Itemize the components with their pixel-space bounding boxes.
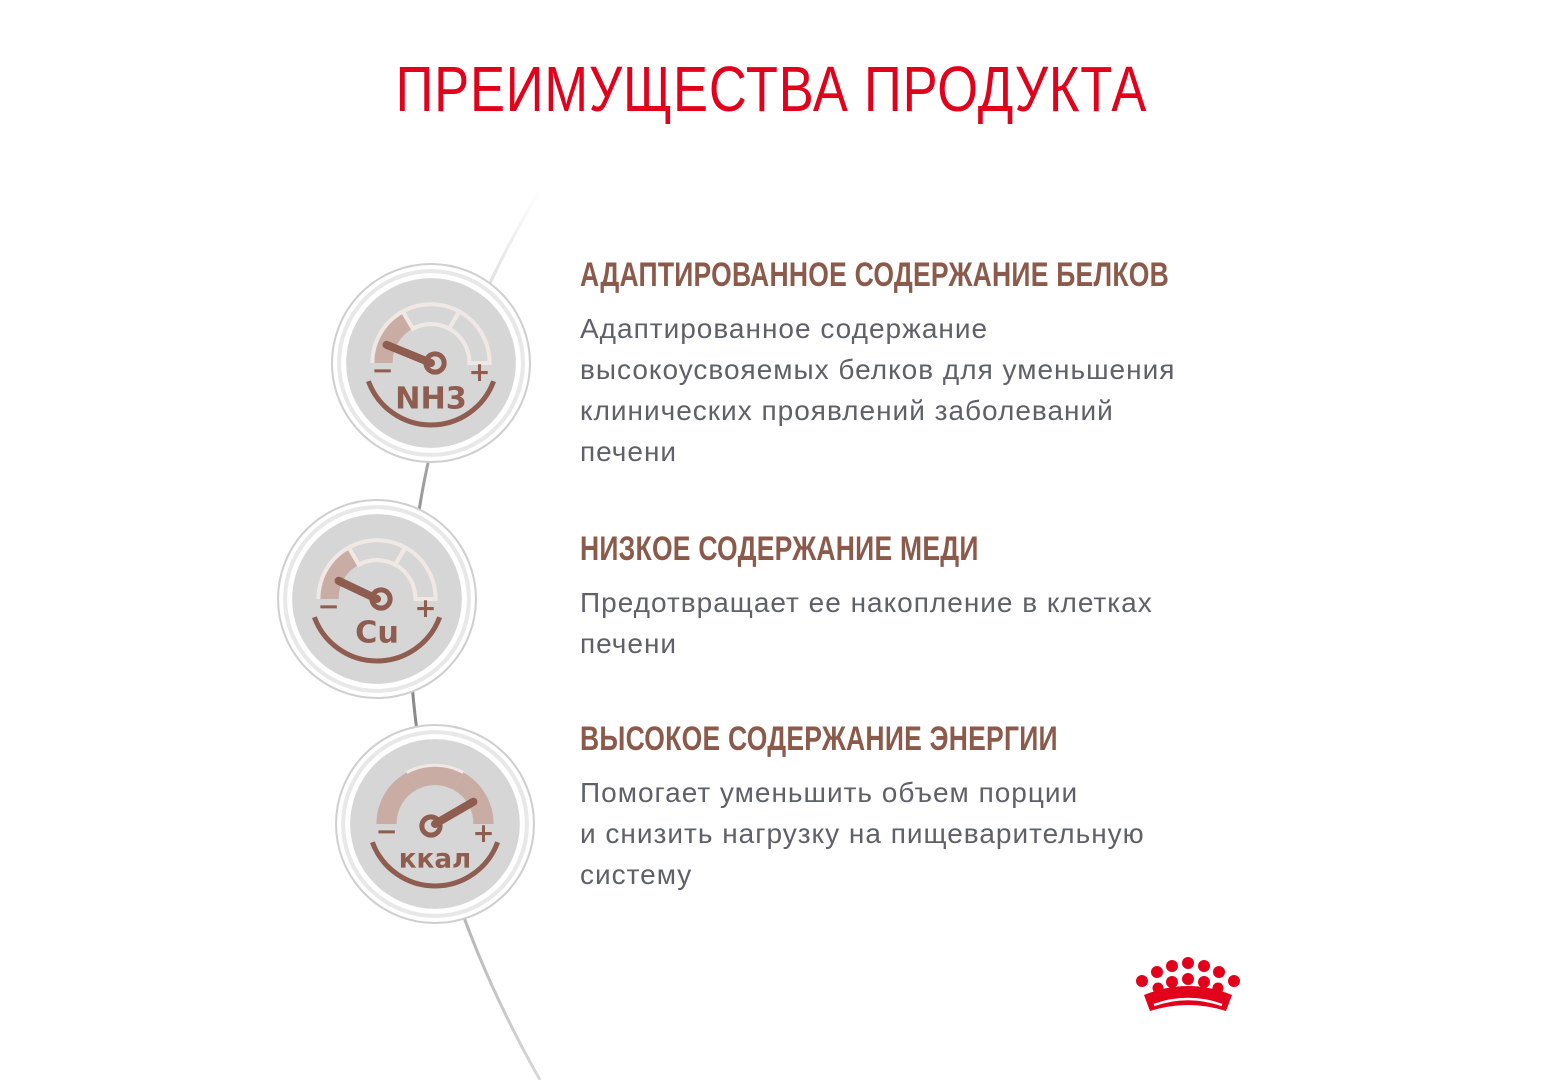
copper-gauge-icon [276, 498, 478, 700]
benefit-title: НИЗКОЕ СОДЕРЖАНИЕ МЕДИ [580, 530, 979, 568]
svg-text:−: − [371, 356, 394, 387]
crown-logo-icon [1130, 955, 1246, 1021]
svg-text:−: − [317, 592, 340, 623]
page-title: ПРЕИМУЩЕСТВА ПРОДУКТА [395, 53, 1148, 125]
svg-text:−: − [375, 817, 398, 848]
benefit-description: Помогает уменьшить объем порции и снизить нагрузку на пищеварительную систему [580, 777, 1145, 890]
benefit-energy [580, 720, 1280, 895]
benefit-protein [580, 256, 1280, 472]
ammonia-gauge-icon [330, 262, 532, 464]
icon-label-kcal: ккал [398, 844, 472, 875]
benefit-description: Адаптированное содержание высокоусвояемых белков для уменьшения клинических проявлений заболеваний печени [580, 313, 1176, 467]
svg-text:+: + [414, 594, 437, 625]
benefit-title: ВЫСОКОЕ СОДЕРЖАНИЕ ЭНЕРГИИ [580, 720, 1058, 758]
benefit-description: Предотвращает ее накопление в клетках печени [580, 587, 1153, 659]
benefit-title: АДАПТИРОВАННОЕ СОДЕРЖАНИЕ БЕЛКОВ [580, 256, 1169, 294]
svg-text:+: + [472, 819, 495, 850]
icon-label-cu: Cu [355, 615, 399, 651]
icon-label-nh3: NH3 [395, 381, 467, 417]
benefit-copper [580, 530, 1280, 664]
energy-gauge-icon [334, 723, 536, 925]
svg-text:+: + [468, 358, 491, 389]
